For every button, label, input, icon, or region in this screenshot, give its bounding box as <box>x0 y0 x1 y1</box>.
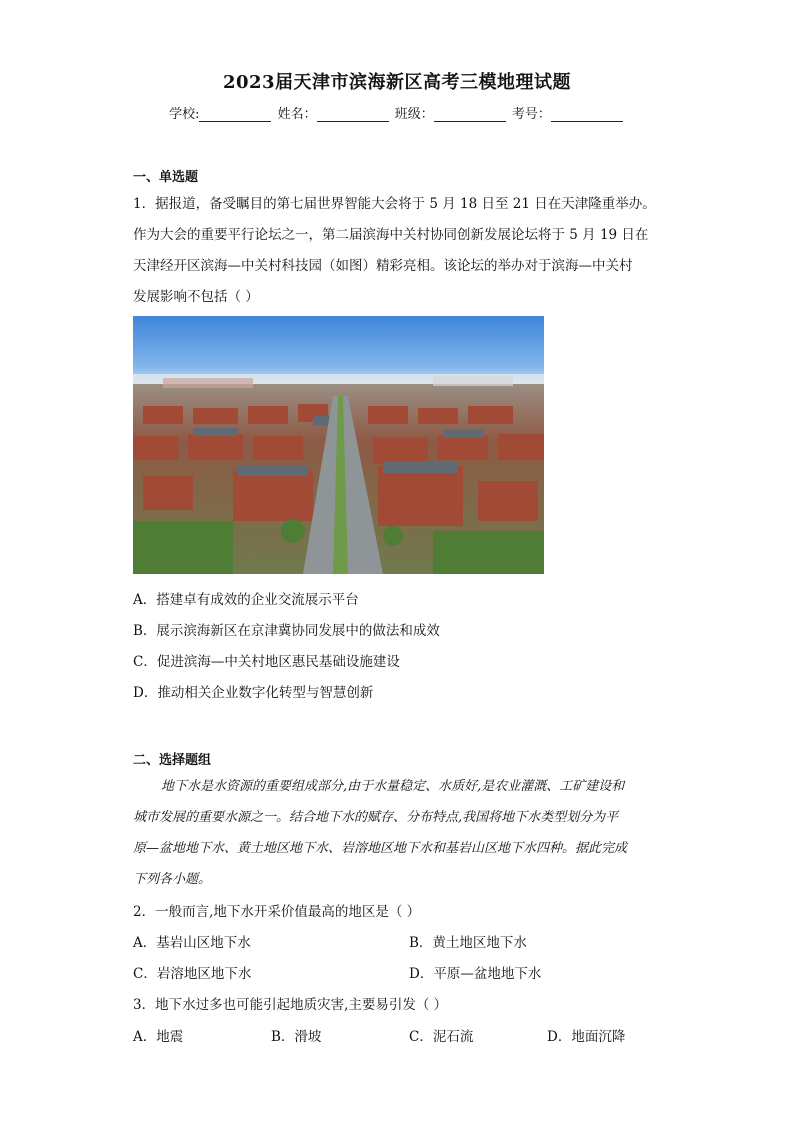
q2-option-a[interactable]: A．基岩山区地下水 <box>133 935 251 951</box>
name-blank[interactable] <box>317 107 389 122</box>
class-label: 班级： <box>394 107 434 122</box>
passage-line-1: 地下水是水资源的重要组成部分,由于水量稳定、水质好,是农业灌溉、工矿建设和 <box>161 779 625 794</box>
school-label: 学校: <box>169 107 200 122</box>
science-park-photo <box>133 316 544 574</box>
q3-option-b[interactable]: B．滑坡 <box>271 1029 322 1045</box>
passage-line-3: 原—盆地地下水、黄土地区地下水、岩溶地区地下水和基岩山区地下水四种。据此完成 <box>133 841 628 856</box>
q3-option-a[interactable]: A．地震 <box>133 1029 184 1045</box>
class-blank[interactable] <box>434 107 506 122</box>
q3-option-c[interactable]: C．泥石流 <box>409 1029 474 1045</box>
q1-option-a[interactable]: A．搭建卓有成效的企业交流展示平台 <box>133 592 359 608</box>
page-title: 2023届天津市滨海新区高考三模地理试题 <box>222 72 572 93</box>
name-label: 姓名： <box>277 107 317 122</box>
q3-stem: 3．地下水过多也可能引起地质灾害,主要易引发（ ） <box>133 997 448 1013</box>
q1-option-d[interactable]: D．推动相关企业数字化转型与智慧创新 <box>133 685 374 701</box>
q1-line-1: 1．据报道，备受瞩目的第七届世界智能大会将于 5 月 18 日至 21 日在天津隆重举办。 <box>133 196 656 212</box>
q3-option-d[interactable]: D．地面沉降 <box>547 1029 626 1045</box>
q2-option-d[interactable]: D．平原—盆地地下水 <box>409 966 542 982</box>
passage-line-4: 下列各小题。 <box>133 872 212 887</box>
section-heading-single-choice: 一、单选题 <box>133 170 199 185</box>
q1-line-2: 作为大会的重要平行论坛之一，第二届滨海中关村协同创新发展论坛将于 5 月 19 日在 <box>133 227 649 243</box>
passage-line-2: 城市发展的重要水源之一。结合地下水的赋存、分布特点,我国将地下水类型划分为平 <box>133 810 619 825</box>
q2-option-b[interactable]: B．黄土地区地下水 <box>409 935 527 951</box>
section-heading-question-group: 二、选择题组 <box>133 753 212 768</box>
exam-number-label: 考号： <box>511 107 551 122</box>
q1-line-4: 发展影响不包括（ ） <box>133 289 259 305</box>
q2-stem: 2．一般而言,地下水开采价值最高的地区是（ ） <box>133 904 421 920</box>
q1-option-b[interactable]: B．展示滨海新区在京津冀协同发展中的做法和成效 <box>133 623 440 639</box>
q1-option-c[interactable]: C．促进滨海—中关村地区惠民基础设施建设 <box>133 654 400 670</box>
school-blank[interactable] <box>199 107 271 122</box>
student-info-line <box>0 103 794 122</box>
exam-number-blank[interactable] <box>551 107 623 122</box>
q1-line-3: 天津经开区滨海—中关村科技园（如图）精彩亮相。该论坛的举办对于滨海—中关村 <box>133 258 633 274</box>
q2-option-c[interactable]: C．岩溶地区地下水 <box>133 966 252 982</box>
